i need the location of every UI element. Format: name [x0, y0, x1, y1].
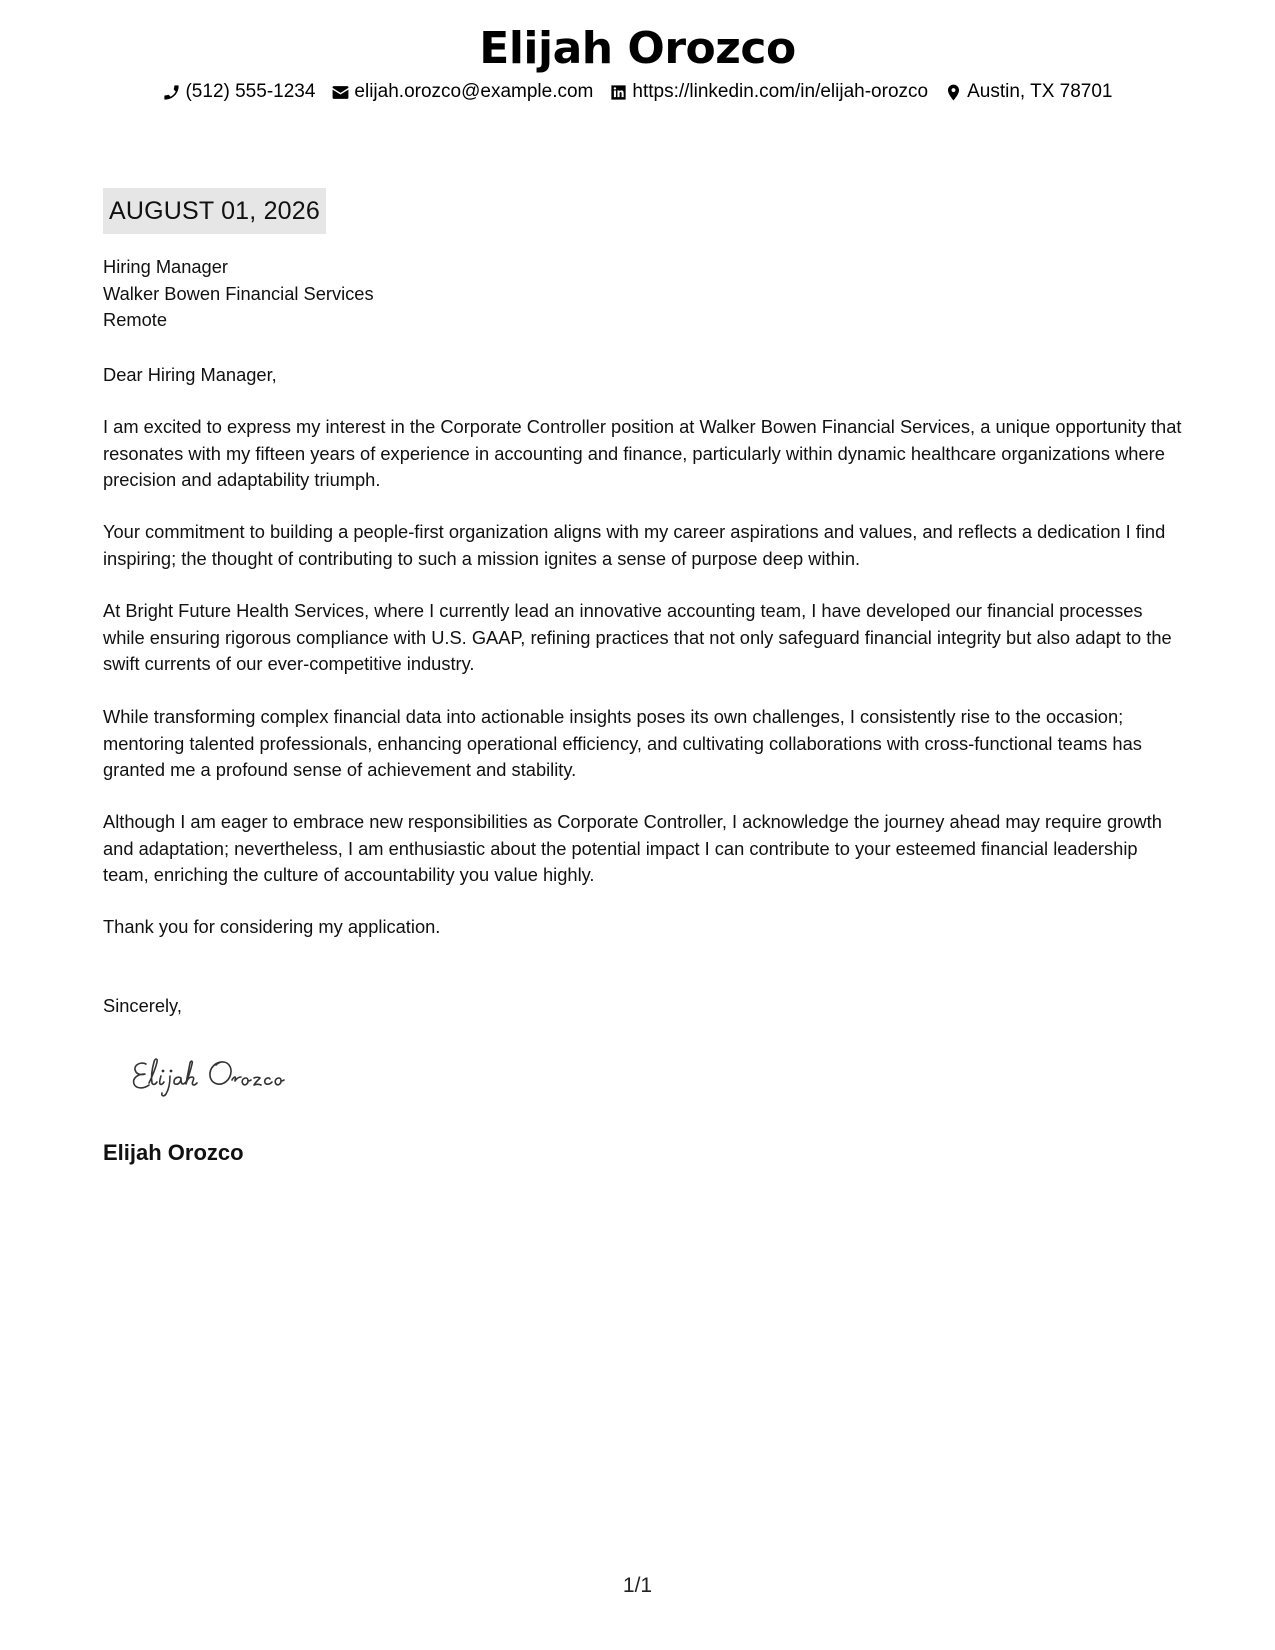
recipient-location: Remote — [103, 309, 168, 330]
contact-linkedin[interactable] — [609, 79, 928, 105]
email-text: elijah.orozco@example.com — [354, 81, 594, 102]
closing: Sincerely, — [103, 995, 182, 1016]
handwritten-signature — [128, 1050, 348, 1100]
contact-email[interactable] — [331, 79, 593, 105]
body-paragraph: At Bright Future Health Services, where I currently lead an innovative accounting team, I have developed our financial processes while ensuring rigorous compliance with U.S. GAAP, refining practices that not only safeguard financial integrity but also adapt to the swift currents of our ever-competitive industry. — [103, 600, 1172, 674]
body-paragraph: While transforming complex financial data into actionable insights poses its own challenges, I consistently rise to the occasion; mentoring talented professionals, enhancing operational efficiency, and cultivating collaborations with cross-functional teams has granted me a profound sense of achievement and stability. — [103, 706, 1142, 780]
recipient-block — [103, 254, 1183, 334]
salutation: Dear Hiring Manager, — [103, 364, 277, 385]
linkedin-icon — [609, 83, 628, 102]
map-marker-icon — [944, 83, 963, 102]
body-paragraph: I am excited to express my interest in the Corporate Controller position at Walker Bowen Financial Services, a unique opportunity that resonates with my fifteen years of experience in accounting and finance, particularly within dynamic healthcare organizations where precision and adaptability triumph. — [103, 416, 1182, 490]
recipient-company: Walker Bowen Financial Services — [103, 282, 374, 304]
page-number: 1/1 — [622, 1574, 653, 1597]
phone-text: (512) 555-1234 — [185, 81, 316, 102]
signer-name: Elijah Orozco — [103, 1140, 244, 1165]
letter-date: AUGUST 01, 2026 — [103, 188, 326, 234]
recipient-title: Hiring Manager — [103, 256, 228, 277]
phone-icon — [162, 83, 181, 102]
applicant-name-heading: Elijah Orozco — [479, 23, 796, 74]
signature-image — [128, 1050, 348, 1100]
body-paragraph: Your commitment to building a people-first organization aligns with my career aspirations and values, and reflects a dedication I find inspiring; the thought of contributing to such a mission ignites a sense of purpose deep within. — [103, 521, 1166, 569]
body-paragraph: Thank you for considering my application. — [103, 916, 441, 937]
contact-phone — [162, 79, 315, 105]
linkedin-text: https://linkedin.com/in/elijah-orozco — [632, 81, 929, 102]
contact-info-row — [0, 79, 1275, 105]
envelope-icon — [331, 83, 350, 102]
body-paragraph: Although I am eager to embrace new responsibilities as Corporate Controller, I acknowledge the journey ahead may require growth and adaptation; nevertheless, I am enthusiastic about the potential impact I can contribute to your esteemed financial leadership team, enriching the culture of accountability you value highly. — [103, 811, 1162, 885]
contact-location — [944, 79, 1112, 105]
location-text: Austin, TX 78701 — [967, 81, 1113, 102]
